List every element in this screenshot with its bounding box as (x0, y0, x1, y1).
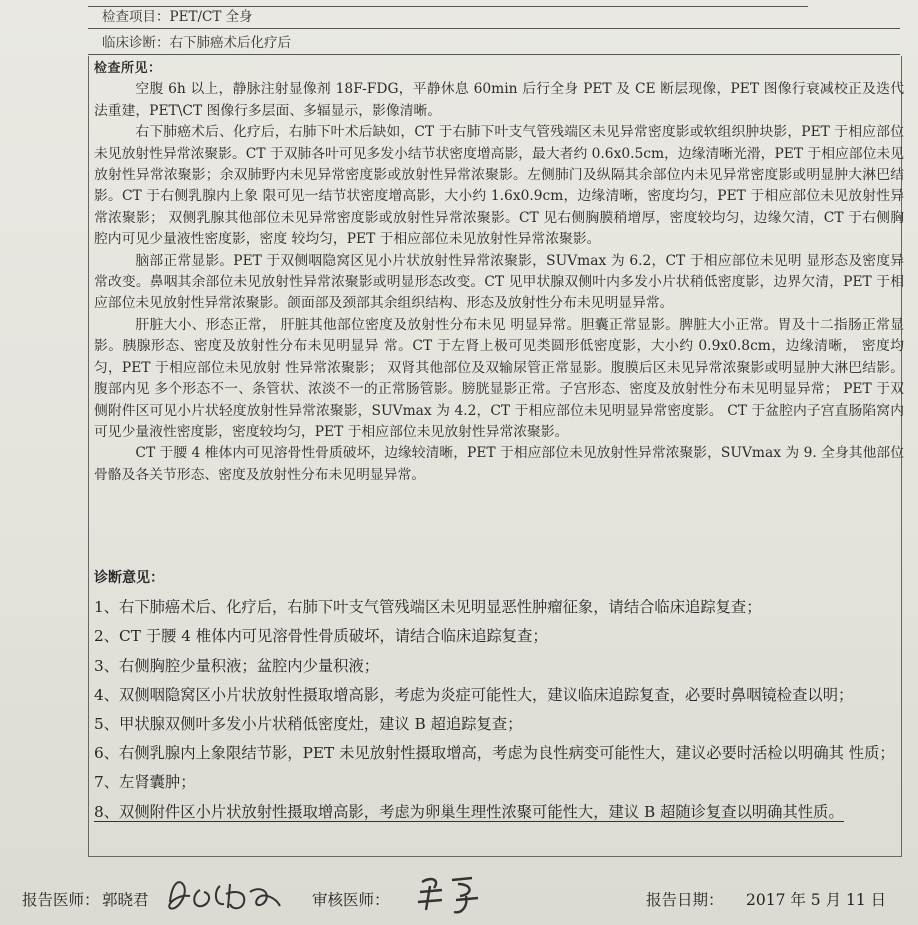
diagnosis-item: 4、双侧咽隐窝区小片状放射性摄取增高影，考虑为炎症可能性大，建议临床追踪复查，必要时鼻咽镜检查以明； (94, 685, 854, 704)
diagnosis-section (94, 562, 908, 827)
clinical-diagnosis-row (88, 31, 900, 55)
report-date-value: 2017 年 5 月 11 日 (746, 891, 887, 909)
clinical-diagnosis-label: 临床诊断： (102, 35, 170, 51)
report-footer (22, 870, 902, 920)
diagnosis-item-underlined: 8、双侧附件区小片状放射性摄取增高影，考虑为卵巢生理性浓聚可能性大，建议 B 超随诊复查以明确其性质。 (94, 802, 844, 821)
review-doctor-label: 审核医师： (312, 891, 390, 909)
report-doctor-signature (162, 872, 287, 918)
findings-paragraph: 脑部正常显影。PET 于双侧咽隐窝区见小片状放射性异常浓聚影，SUVmax 为 6.2，CT 于相应部位未见明 显形态及密度异常改变。鼻咽其余部位未见放射性异常浓聚影或明显形态改变。CT 见甲状腺双侧叶内多发小片状稍低密度影，边界欠清，PET 于相应部位未见放射性异常浓聚影。颌面部及颈部其余组织结构、形态及放射性分布未见明显异常。 (94, 252, 904, 312)
diagnosis-item: 7、左肾囊肿； (94, 773, 196, 792)
findings-paragraph: 右下肺癌术后、化疗后，右肺下叶术后缺如，CT 于右肺下叶支气管残端区未见异常密度影或软组织肿块影，PET 于相应部位未见放射性异常浓聚影。CT 于双肺各叶可见多发小结节状密度增高影，最大者约 0.6x0.5cm，边缘清晰光滑，PET 于相应部位未见放射性异常浓聚影；余双肺野内未见异常密度影或放射性异常浓聚影。左侧肺门及纵隔其余部位内未见异常密度影或明显肿大淋巴结影。CT 于右侧乳腺内上象 限可见一结节状密度增高影，大小约 1.6x0.9cm，边缘清晰，密度均匀，PET 于相应部位未见放射性异常浓聚影； 双侧乳腺其他部位未见异常密度影或放射性异常浓聚影。CT 见右侧胸膜稍增厚，密度较均匀，边缘欠清，CT 于右侧胸腔内可见少量液性密度影，密度 较均匀，PET 于相应部位未见放射性异常浓聚影。 (94, 124, 904, 248)
diagnosis-item: 6、右侧乳腺内上象限结节影，PET 未见放射性摄取增高，考虑为良性病变可能性大，建议必要时活检以明确其 性质； (94, 744, 895, 763)
diagnosis-item (94, 798, 908, 827)
exam-item-label: 检查项目： (102, 9, 170, 25)
findings-paragraph: CT 于腰 4 椎体内可见溶骨性骨质破坏，边缘较清晰，PET 于相应部位未见放射性异常浓聚影，SUVmax 为 9. 全身其他部位骨骼及各关节形态、密度及放射性分布未见明显异常。 (94, 445, 904, 483)
exam-item-value: PET/CT 全身 (169, 9, 253, 25)
findings-paragraph: 肝脏大小、形态正常， 肝脏其他部位密度及放射性分布未见 明显异常。胆囊正常显影。脾脏大小正常。胃及十二指肠正常显影。胰腺形态、密度及放射性分布未见明显异 常。CT 于左肾上极可见类圆形低密度影，大小约 0.9x0.8cm，边缘清晰， 密度均匀，PET 于相应部位未见放射 性异常浓聚影； 双肾其他部位及双输尿管正常显影。腹膜后区未见异常浓聚影或明显肿大淋巴结影。腹部内见 多个形态不一、条管状、浓淡不一的正常肠管影。膀胱显影正常。子宫形态、密度及放射性分布未见明显异常； PET 于双侧附件区可见小片状轻度放射性异常浓聚影，SUVmax 为 4.2，CT 于相应部位未见明显异常密度影。 CT 于盆腔内子宫直肠陷窝内可见少量液性密度影，密度较均匀，PET 于相应部位未见放射性异常浓聚影。 (94, 316, 904, 440)
report-doctor-name: 郭晓君 (102, 891, 149, 909)
findings-section (94, 58, 904, 486)
exam-item-row (88, 5, 900, 29)
diagnosis-item: 2、CT 于腰 4 椎体内可见溶骨性骨质破坏，请结合临床追踪复查； (94, 627, 548, 646)
diagnosis-item: 5、甲状腺双侧叶多发小片状稍低密度灶，建议 B 超追踪复查； (94, 715, 523, 734)
report-date-label: 报告日期： (646, 891, 724, 909)
findings-paragraph: 空腹 6h 以上，静脉注射显像剂 18F-FDG，平静休息 60min 后行全身 PET 及 CE 断层现像，PET 图像行衰减校正及迭代法重建，PET\CT 图像行多层面、多辐显示，影像清晰。 (94, 81, 904, 119)
diagnosis-item: 3、右侧胸腔少量积液；盆腔内少量积液； (94, 656, 380, 675)
findings-title: 检查所见： (94, 61, 162, 76)
diagnosis-title: 诊断意见： (94, 570, 164, 586)
review-doctor-signature (412, 870, 492, 918)
diagnosis-item: 1、右下肺癌术后、化疗后，右肺下叶支气管残端区未见明显恶性肿瘤征象，请结合临床追踪复查； (94, 598, 762, 617)
report-doctor-label: 报告医师： (22, 891, 100, 909)
clinical-diagnosis-value: 右下肺癌术后化疗后 (169, 35, 291, 51)
